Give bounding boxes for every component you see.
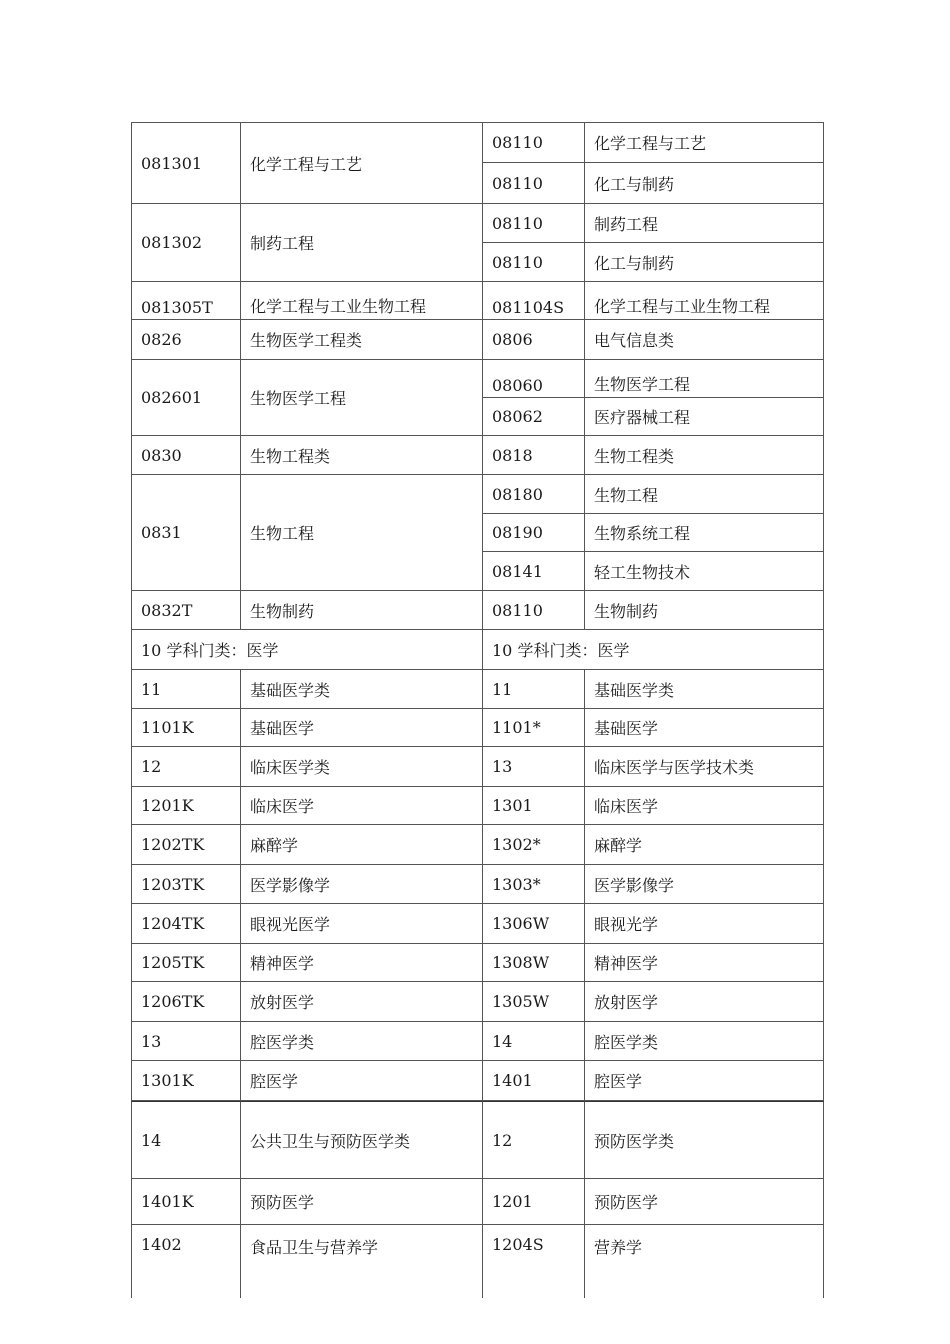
table-cell-old-name: 营养学 [585,1225,824,1298]
table-cell-code: 14 [131,1101,241,1179]
table-cell-name: 腔医学类 [241,1022,483,1061]
table-cell-old-name: 医疗器械工程 [585,398,824,436]
table-cell-name: 临床医学类 [241,747,483,787]
table-cell-old-name: 放射医学 [585,982,824,1022]
table-cell-code: 0830 [131,436,241,475]
table-cell-old-name: 腔医学类 [585,1022,824,1061]
table-cell-name: 预防医学 [241,1179,483,1225]
table-cell-old-code: 11 [483,670,585,709]
table-cell-old-name: 化学工程与工业生物工程 [585,282,824,320]
table-cell-code: 1202TK [131,825,241,865]
table-cell-name: 腔医学 [241,1061,483,1101]
table-cell-old-name: 基础医学类 [585,670,824,709]
table-cell-old-name: 化工与制药 [585,243,824,282]
table-cell-old-code: 081104S [483,282,585,320]
table-cell-old-code: 1201 [483,1179,585,1225]
table-cell-old-code: 08180 [483,475,585,514]
table-cell-old-name: 生物医学工程 [585,360,824,398]
table-cell-old-name: 电气信息类 [585,320,824,360]
table-cell-code: 1206TK [131,982,241,1022]
table-cell-old-name: 生物工程 [585,475,824,514]
section-header-right: 10 学科门类：医学 [483,630,824,670]
table-cell-code: 082601 [131,360,241,436]
table-cell-old-code: 08060 [483,360,585,398]
table-cell-name: 临床医学 [241,787,483,825]
table-cell-code: 1301K [131,1061,241,1101]
table-cell-name: 生物医学工程 [241,360,483,436]
table-cell-name: 医学影像学 [241,865,483,904]
table-cell-old-name: 临床医学与医学技术类 [585,747,824,787]
table-cell-name: 制药工程 [241,204,483,282]
table-cell-old-name: 精神医学 [585,944,824,982]
table-cell-name: 生物工程 [241,475,483,591]
major-code-comparison-table [131,122,824,1257]
table-cell-code: 1401K [131,1179,241,1225]
table-cell-code: 0826 [131,320,241,360]
table-cell-old-code: 08062 [483,398,585,436]
table-cell-old-name: 制药工程 [585,204,824,243]
table-cell-old-code: 08110 [483,591,585,630]
table-cell-old-code: 0818 [483,436,585,475]
table-cell-old-code: 0806 [483,320,585,360]
table-cell-old-code: 1301 [483,787,585,825]
table-cell-code: 081305T [131,282,241,320]
table-cell-old-code: 08141 [483,552,585,591]
table-cell-old-code: 1303* [483,865,585,904]
table-cell-code: 1101K [131,709,241,747]
table-cell-code: 081302 [131,204,241,282]
table-cell-code: 12 [131,747,241,787]
table-cell-code: 11 [131,670,241,709]
table-cell-code: 081301 [131,122,241,204]
table-cell-old-name: 轻工生物技术 [585,552,824,591]
table-cell-code: 1201K [131,787,241,825]
table-cell-code: 13 [131,1022,241,1061]
table-cell-old-name: 生物工程类 [585,436,824,475]
table-cell-old-code: 1305W [483,982,585,1022]
table-cell-name: 化学工程与工业生物工程 [241,282,483,320]
table-cell-old-name: 麻醉学 [585,825,824,865]
table-cell-old-name: 预防医学类 [585,1101,824,1179]
table-cell-name: 基础医学 [241,709,483,747]
table-cell-old-code: 08110 [483,122,585,163]
table-cell-name: 精神医学 [241,944,483,982]
table-cell-old-name: 临床医学 [585,787,824,825]
table-cell-name: 麻醉学 [241,825,483,865]
table-cell-name: 公共卫生与预防医学类 [241,1101,483,1179]
table-cell-name: 放射医学 [241,982,483,1022]
table-cell-code: 0831 [131,475,241,591]
section-header-left: 10 学科门类：医学 [131,630,483,670]
table-cell-name: 生物工程类 [241,436,483,475]
table-cell-code: 1402 [131,1225,241,1298]
table-cell-old-name: 生物制药 [585,591,824,630]
table-cell-name: 化学工程与工艺 [241,122,483,204]
table-cell-old-code: 08190 [483,514,585,552]
table-cell-old-code: 1308W [483,944,585,982]
table-cell-old-code: 1302* [483,825,585,865]
table-cell-old-code: 1401 [483,1061,585,1101]
table-cell-name: 食品卫生与营养学 [241,1225,483,1298]
table-cell-old-code: 14 [483,1022,585,1061]
table-cell-old-code: 1101* [483,709,585,747]
table-cell-old-name: 腔医学 [585,1061,824,1101]
table-cell-name: 生物制药 [241,591,483,630]
table-cell-old-name: 预防医学 [585,1179,824,1225]
table-cell-old-name: 医学影像学 [585,865,824,904]
table-cell-old-name: 眼视光学 [585,904,824,944]
table-cell-old-code: 08110 [483,163,585,204]
table-cell-code: 1204TK [131,904,241,944]
table-cell-old-name: 生物系统工程 [585,514,824,552]
table-cell-code: 0832T [131,591,241,630]
table-cell-old-code: 13 [483,747,585,787]
table-cell-name: 生物医学工程类 [241,320,483,360]
table-cell-old-code: 12 [483,1101,585,1179]
table-cell-code: 1205TK [131,944,241,982]
table-cell-old-code: 1204S [483,1225,585,1298]
table-cell-code: 1203TK [131,865,241,904]
table-cell-old-name: 化学工程与工艺 [585,122,824,163]
table-cell-name: 眼视光医学 [241,904,483,944]
table-cell-old-name: 化工与制药 [585,163,824,204]
table-cell-old-name: 基础医学 [585,709,824,747]
table-cell-old-code: 08110 [483,243,585,282]
table-cell-old-code: 08110 [483,204,585,243]
table-cell-old-code: 1306W [483,904,585,944]
table-cell-name: 基础医学类 [241,670,483,709]
